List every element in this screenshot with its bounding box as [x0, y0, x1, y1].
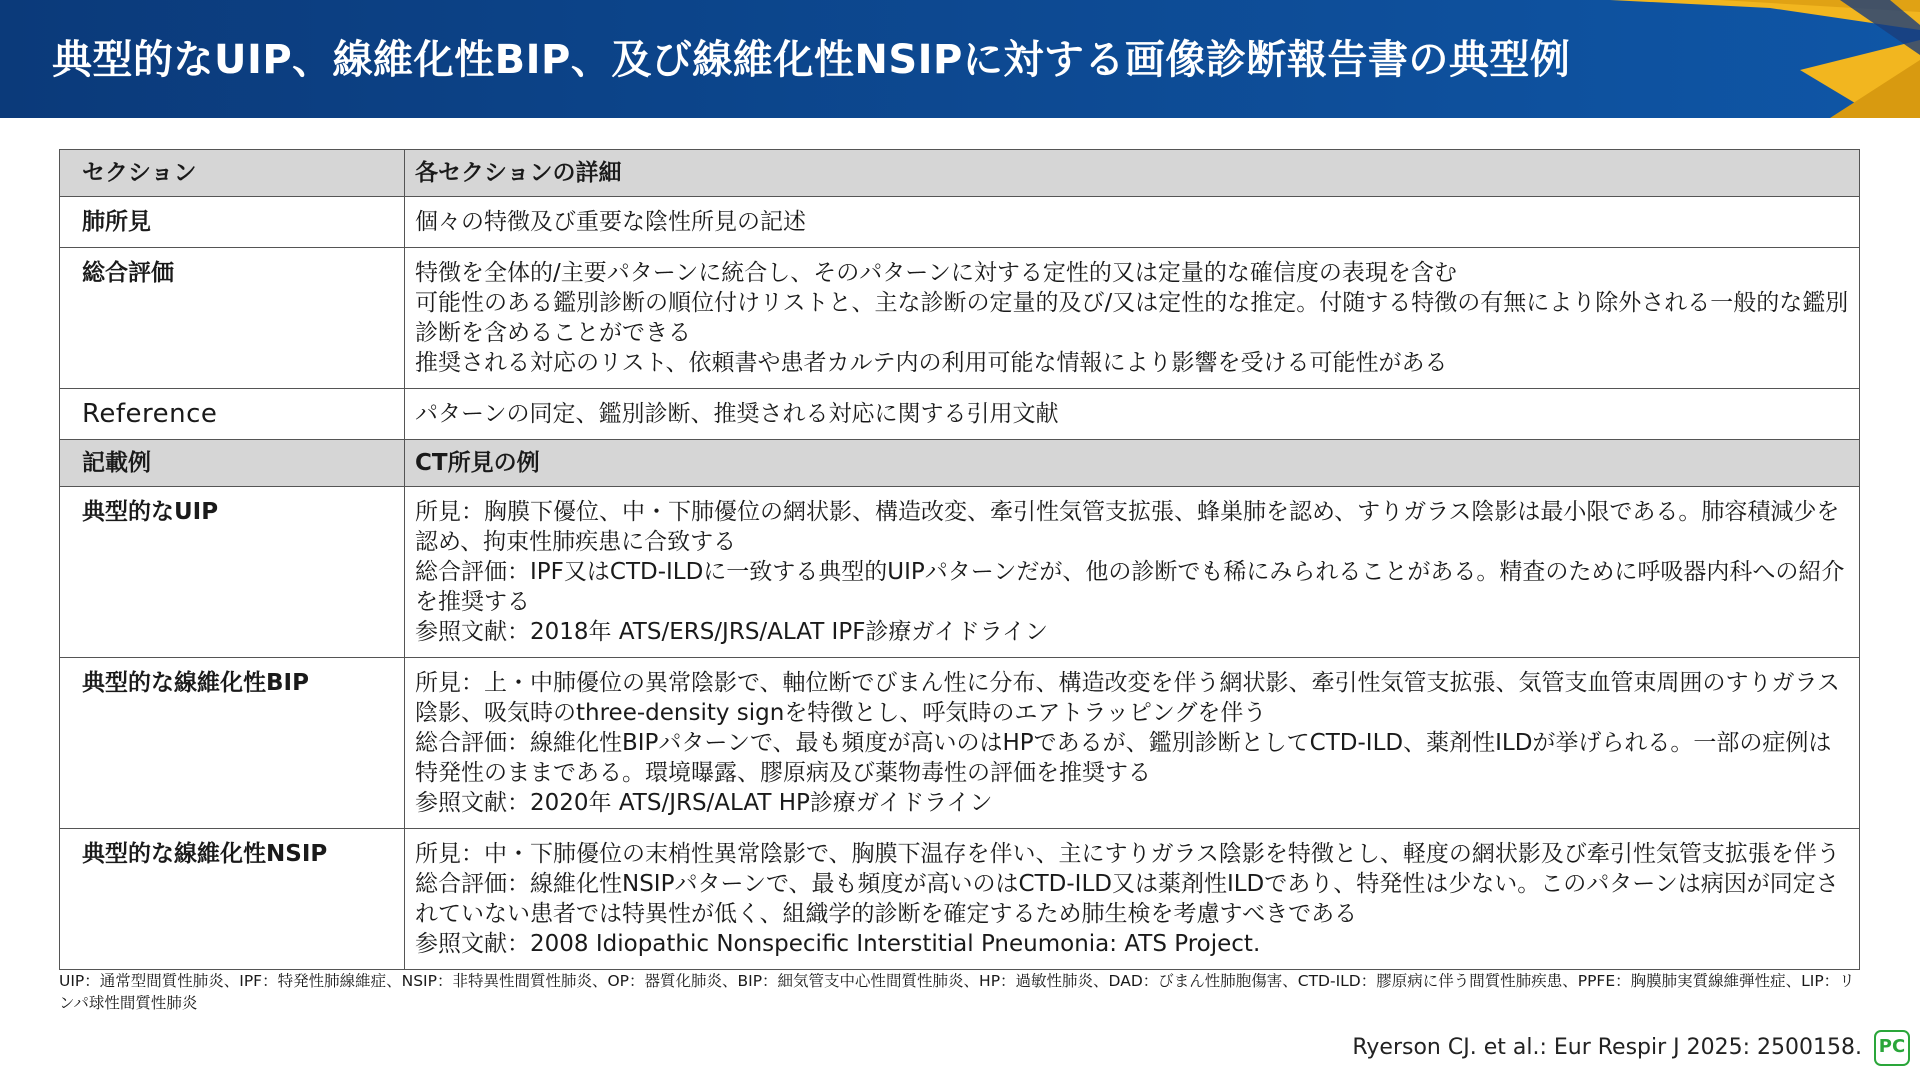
- row-detail: [405, 829, 1860, 970]
- table-row: [60, 197, 1860, 248]
- section-header-col2: 各セクションの詳細: [405, 150, 1860, 197]
- pc-logo-icon: PC: [1874, 1030, 1910, 1066]
- row-detail: [405, 389, 1860, 440]
- page-title: 典型的なUIP、線維化性BIP、及び線維化性NSIPに対する画像診断報告書の典型例: [52, 37, 1571, 83]
- row-label: Reference: [60, 389, 405, 440]
- detail-line: パターンの同定、鑑別診断、推奨される対応に関する引用文献: [415, 401, 1059, 427]
- row-detail: [405, 658, 1860, 829]
- row-label: 典型的な線維化性NSIP: [60, 829, 405, 970]
- section-header-row: [60, 150, 1860, 197]
- header-decoration-graphic: [1590, 0, 1920, 118]
- detail-line: 総合評価：線維化性NSIPパターンで、最も頻度が高いのはCTD-ILD又は薬剤性ILDであり、特発性は少ない。このパターンは病因が同定されていない患者では特異性が低く、組織学的診断を確定するため肺生検を考慮すべきである: [415, 871, 1839, 927]
- row-label: 総合評価: [60, 248, 405, 389]
- section-header-col1: セクション: [60, 150, 405, 197]
- row-detail: [405, 248, 1860, 389]
- example-header-row: [60, 440, 1860, 487]
- example-header-col1: 記載例: [60, 440, 405, 487]
- abbreviation-footnote: UIP：通常型間質性肺炎、IPF：特発性肺線維症、NSIP：非特異性間質性肺炎、OP：器質化肺炎、BIP：細気管支中心性間質性肺炎、HP：過敏性肺炎、DAD：びまん性肺胞傷害、CTD-ILD：膠原病に伴う間質性肺疾患、PPFE：胸膜肺実質線維弾性症、LIP：リンパ球性間質性肺炎: [59, 972, 1855, 1012]
- row-label: 典型的な線維化性BIP: [60, 658, 405, 829]
- row-detail: [405, 487, 1860, 658]
- detail-line: 所見：中・下肺優位の末梢性異常陰影で、胸膜下温存を伴い、主にすりガラス陰影を特徴とし、軽度の網状影及び牽引性気管支拡張を伴う: [415, 841, 1840, 867]
- row-label: 肺所見: [60, 197, 405, 248]
- header-banner: [0, 0, 1920, 118]
- table-row: [60, 658, 1860, 829]
- detail-line: 総合評価：IPF又はCTD-ILDに一致する典型的UIPパターンだが、他の診断でも稀にみられることがある。精査のために呼吸器内科への紹介を推奨する: [415, 559, 1845, 615]
- detail-line: 個々の特徴及び重要な陰性所見の記述: [415, 209, 806, 235]
- table-row: [60, 389, 1860, 440]
- table-row: [60, 829, 1860, 970]
- report-table: [59, 149, 1860, 970]
- table-row: [60, 248, 1860, 389]
- detail-line: 所見：上・中肺優位の異常陰影で、軸位断でびまん性に分布、構造改変を伴う網状影、牽引性気管支拡張、気管支血管束周囲のすりガラス陰影、吸気時のthree-density signを特徴とし、呼気時のエアトラッピングを伴う: [415, 670, 1840, 726]
- row-label: 典型的なUIP: [60, 487, 405, 658]
- detail-line: 可能性のある鑑別診断の順位付けリストと、主な診断の定量的及び/又は定性的な推定。付随する特徴の有無により除外される一般的な鑑別診断を含めることができる: [415, 290, 1849, 346]
- citation: Ryerson CJ. et al.: Eur Respir J 2025: 2500158.: [1352, 1035, 1862, 1060]
- table-row: [60, 487, 1860, 658]
- detail-line: 所見：胸膜下優位、中・下肺優位の網状影、構造改変、牽引性気管支拡張、蜂巣肺を認め、すりガラス陰影は最小限である。肺容積減少を認め、拘束性肺疾患に合致する: [415, 499, 1840, 555]
- detail-line: 参照文献：2018年 ATS/ERS/JRS/ALAT IPF診療ガイドライン: [415, 619, 1049, 645]
- detail-line: 参照文献：2020年 ATS/JRS/ALAT HP診療ガイドライン: [415, 790, 993, 816]
- detail-line: 特徴を全体的/主要パターンに統合し、そのパターンに対する定性的又は定量的な確信度の表現を含む: [415, 260, 1457, 286]
- detail-line: 総合評価：線維化性BIPパターンで、最も頻度が高いのはHPであるが、鑑別診断としてCTD-ILD、薬剤性ILDが挙げられる。一部の症例は特発性のままである。環境曝露、膠原病及び薬物毒性の評価を推奨する: [415, 730, 1832, 786]
- detail-line: 参照文献：2008 Idiopathic Nonspecific Interstitial Pneumonia: ATS Project.: [415, 931, 1261, 957]
- row-detail: [405, 197, 1860, 248]
- detail-line: 推奨される対応のリスト、依頼書や患者カルテ内の利用可能な情報により影響を受ける可能性がある: [415, 350, 1448, 376]
- example-header-col2: CT所見の例: [405, 440, 1860, 487]
